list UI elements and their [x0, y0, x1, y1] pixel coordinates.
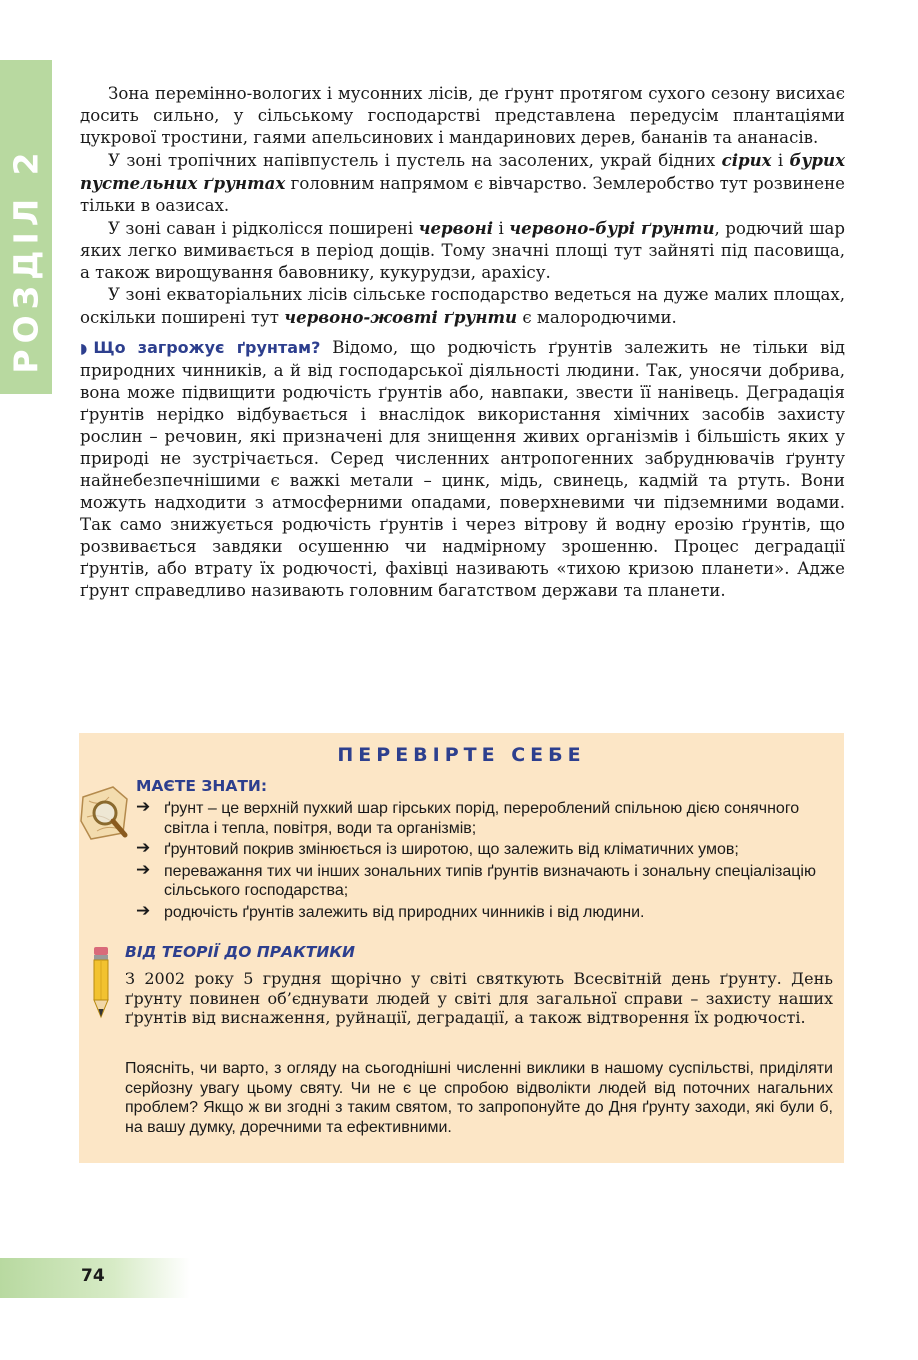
arrow-right-icon: ➔	[136, 900, 151, 921]
check-yourself-box	[79, 733, 844, 1163]
paragraph-4-text-a: У зоні екваторіальних лісів сільське господарство ведеться на дуже малих площах, оскільки поширені тут	[80, 285, 845, 327]
list-item	[136, 799, 836, 838]
arrow-right-icon: ➔	[136, 797, 151, 817]
must-know-heading: МАЄТЕ ЗНАТИ:	[136, 777, 268, 795]
paragraph-3	[80, 217, 845, 284]
paragraph-4-text-c: є малородючими.	[517, 308, 677, 327]
arrow-right-icon: ➔	[136, 838, 151, 858]
term-grey-soils: сірих	[721, 150, 772, 170]
term-red-yellow-soils: червоно-жовті ґрунти	[284, 307, 518, 327]
threats-heading: Що загрожує ґрунтам?	[93, 338, 321, 357]
threats-paragraph	[80, 337, 845, 602]
paragraph-2-text-b: і	[771, 151, 790, 170]
paragraph-2	[80, 149, 845, 217]
threats-text: Відомо, що родючість ґрунтів залежить не тільки від природних чинників, а й від господарської діяльності людини. Так, уносячи добрива, вона може підвищити родючість ґрунтів або, навпаки, звести її нанівець. Деградація ґрунтів нерідко відбувається і внаслідок використання хімічних засобів захисту рослин – речовин, які призначені для знищення живих організмів і більшість яких у природі не зустрічається. Серед численних антропогенних забруднювачів ґрунту найнебезпечнішими є важкі метали – цинк, мідь, свинець, кадмій та ртуть. Вони можуть надходити з атмосферними опадами, поверхневими чи підземними водами. Так само знижується родючість ґрунтів і через вітрову й водну ерозію ґрунтів, що розвивається завдяки осушенню чи надмірному зрошенню. Процес деградації ґрунтів, або втрату їх родючості, фахівці називають «тихою кризою планети». Адже ґрунт справедливо називають головним багатством держави та планети.	[80, 338, 845, 600]
paragraph-3-text-b: і	[493, 219, 510, 238]
map-magnifier-icon	[79, 777, 133, 849]
list-item	[136, 859, 836, 901]
list-item-text: ґрунтовий покрив змінюється із широтою, що залежить від кліматичних умов;	[164, 841, 739, 858]
pencil-icon	[87, 945, 115, 1019]
paragraph-2-text-c: головним напрямом є вівчарство. Землеробство тут розвинене тільки в оазисах.	[80, 174, 845, 215]
term-red-soils: червоні	[418, 218, 494, 238]
theory-to-practice-text: З 2002 року 5 грудня щорічно у світі святкують Всесвітній день ґрунту. День ґрунту повинен об’єднувати людей у світі для загальної справи – захисту наших ґрунтів від виснаження, руйнації, деградації, а також відтворення їх родючості.	[125, 969, 833, 1027]
section-label: РОЗДІЛ 2	[6, 146, 46, 374]
theory-to-practice-task: Поясніть, чи варто, з огляду на сьогоднішні численні виклики в нашому суспільстві, приділяти серйозну увагу цьому святу. Чи не є це спробою відволікти людей від поточних нагальних проблем? Якщо ж ви згодні з таким святом, то запропонуйте до Дня ґрунту заходи, які були б, на вашу думку, доречними та ефективними.	[125, 1060, 833, 1136]
paragraph-4	[80, 284, 845, 329]
list-item-text: родючість ґрунтів залежить від природних чинників і від людини.	[164, 903, 645, 921]
arrow-right-icon: ➔	[136, 859, 151, 880]
paragraph-1: Зона перемінно-вологих і мусонних лісів, де ґрунт протягом сухого сезону висихає досить сильно, у сільському господарстві представлена передусім плантаціями цукрової тростини, гаями апельсинових і мандаринових дерев, бананів та ананасів.	[80, 84, 845, 147]
term-brown-desert-soils: бурих пустельних ґрунтах	[80, 150, 845, 193]
list-item-text: ґрунт – це верхній пухкий шар гірських порід, перероблений спільною дією сонячного світла і тепла, повітря, води та організмів;	[164, 800, 800, 837]
main-text	[80, 83, 845, 602]
section-side-tab	[0, 60, 52, 394]
paragraph-3-text-a: У зоні саван і рідколісся поширені	[108, 219, 419, 238]
paragraph-2-text-a: У зоні тропічних напівпустель і пустель на засолених, украй бідних	[108, 151, 722, 170]
section-marker-icon: ◗	[80, 341, 88, 357]
theory-to-practice-heading: ВІД ТЕОРІЇ ДО ПРАКТИКИ	[125, 943, 355, 961]
paragraph-3-text-c: , родючий шар яких легко вимивається в період дощів. Тому значні площі тут зайняті під пасовища, а також вирощування бавовнику, кукурудзи, арахісу.	[80, 219, 846, 282]
must-know-list	[136, 799, 836, 924]
check-yourself-title: ПЕРЕВІРТЕ СЕБЕ	[337, 744, 586, 766]
term-red-brown-soils: червоно-бурі ґрунти	[509, 218, 715, 238]
list-item	[136, 900, 836, 923]
list-item-text: переважання тих чи інших зональних типів ґрунтів визначають і зональну спеціалізацію сільського господарства;	[164, 862, 816, 899]
page-number: 74	[81, 1266, 105, 1286]
list-item	[136, 840, 836, 860]
